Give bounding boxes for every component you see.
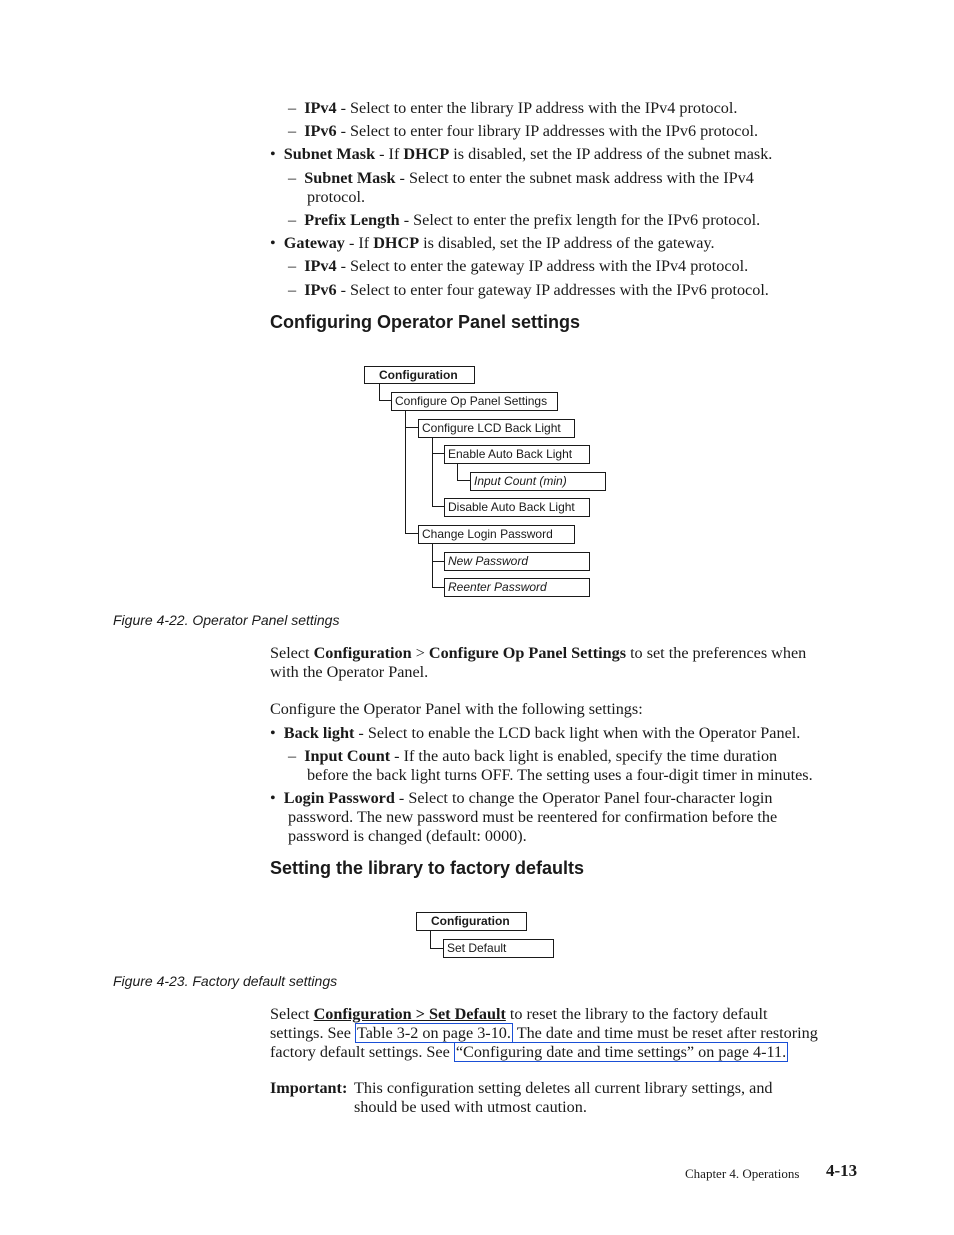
dash-marker: – <box>288 99 305 117</box>
subnet-mask-item: – Subnet Mask - Select to enter the subnet mask address with the IPv4 <box>288 169 754 187</box>
tree-connector <box>432 453 444 454</box>
tree-node-disable-auto-back-light: Disable Auto Back Light <box>444 498 590 517</box>
factory-defaults-heading: Setting the library to factory defaults <box>270 858 585 878</box>
gateway-ipv6-item: – IPv6 - Select to enter four gateway IP addresses with the IPv6 protocol. <box>288 281 769 299</box>
input-count-item-cont: before the back light turns OFF. The setting uses a four-digit timer in minutes. <box>307 766 813 784</box>
tree-node-lcd-back-light: Configure LCD Back Light <box>418 419 575 438</box>
op-panel-paragraph-2: Configure the Operator Panel with the following settings: <box>270 700 643 718</box>
gateway-bullet: • Gateway - If DHCP is disabled, set the IP address of the gateway. <box>270 234 715 252</box>
tree-node-set-default: Set Default <box>443 939 554 958</box>
footer-chapter: Chapter 4. Operations <box>685 1166 800 1181</box>
tree-connector <box>405 411 406 533</box>
input-count-item: – Input Count - If the auto back light is enabled, specify the time duration <box>288 747 778 765</box>
factory-paragraph-line-1: Select Configuration > Set Default to reset the library to the factory default <box>270 1005 768 1023</box>
login-password-cont-1: password. The new password must be reentered for confirmation before the <box>288 808 778 826</box>
tree-connector <box>432 544 433 587</box>
back-light-bullet: • Back light - Select to enable the LCD back light when with the Operator Panel. <box>270 724 801 742</box>
gateway-ipv4-item: – IPv4 - Select to enter the gateway IP address with the IPv4 protocol. <box>288 257 749 275</box>
login-password-cont-2: password is changed (default: 0000). <box>288 827 527 845</box>
important-text-1: This configuration setting deletes all current library settings, and <box>354 1079 773 1097</box>
figure-caption-4-23: Figure 4-23. Factory default settings <box>113 973 338 989</box>
tree-connector <box>432 561 444 562</box>
tree-connector <box>430 931 431 948</box>
subnet-bullet: • Subnet Mask - If DHCP is disabled, set the IP address of the subnet mask. <box>270 145 773 163</box>
tree-connector <box>457 464 458 480</box>
tree-connector <box>379 384 380 400</box>
login-password-bullet: • Login Password - Select to change the Operator Panel four-character login <box>270 789 773 807</box>
tree-node-input-count: Input Count (min) <box>470 472 606 491</box>
op-panel-heading: Configuring Operator Panel settings <box>270 312 581 332</box>
op-panel-paragraph-1-cont: with the Operator Panel. <box>270 663 429 681</box>
tree-node-new-password: New Password <box>444 552 590 571</box>
important-text-2: should be used with utmost caution. <box>354 1098 587 1116</box>
tree-connector <box>405 427 418 428</box>
tree-connector <box>432 506 444 507</box>
ipv4-item: – IPv4 - Select to enter the library IP address with the IPv4 protocol. <box>288 99 738 117</box>
tree-connector <box>432 438 433 506</box>
important-label: Important: <box>270 1079 348 1097</box>
tree-node-op-panel-settings: Configure Op Panel Settings <box>391 392 558 411</box>
tree-node-enable-auto-back-light: Enable Auto Back Light <box>444 445 590 464</box>
tree-connector <box>457 480 470 481</box>
factory-paragraph-line-2: settings. See Table 3-2 on page 3-10. The date and time must be reset after restoring <box>270 1024 818 1042</box>
prefix-length-item: – Prefix Length - Select to enter the prefix length for the IPv6 protocol. <box>288 211 761 229</box>
tree-connector <box>405 533 418 534</box>
table-3-2-link[interactable]: Table 3-2 on page 3-10. <box>356 1024 511 1042</box>
tree-connector <box>430 948 443 949</box>
tree-node-configuration: Configuration <box>364 366 475 384</box>
tree-node-configuration: Configuration <box>416 912 527 931</box>
tree-node-change-login-password: Change Login Password <box>418 525 575 544</box>
date-time-settings-link[interactable]: “Configuring date and time settings” on page 4-11. <box>455 1043 787 1061</box>
ipv6-item: – IPv6 - Select to enter four library IP addresses with the IPv6 protocol. <box>288 122 759 140</box>
tree-connector <box>379 400 391 401</box>
factory-paragraph-line-3: factory default settings. See “Configuring date and time settings” on page 4-11. <box>270 1043 787 1061</box>
subnet-mask-item-cont: protocol. <box>307 188 365 206</box>
tree-node-reenter-password: Reenter Password <box>444 578 590 597</box>
page-number: 4-13 <box>826 1161 858 1180</box>
tree-connector <box>432 587 444 588</box>
figure-caption-4-22: Figure 4-22. Operator Panel settings <box>113 612 340 628</box>
op-panel-paragraph-1: Select Configuration > Configure Op Panel Settings to set the preferences when <box>270 644 807 662</box>
